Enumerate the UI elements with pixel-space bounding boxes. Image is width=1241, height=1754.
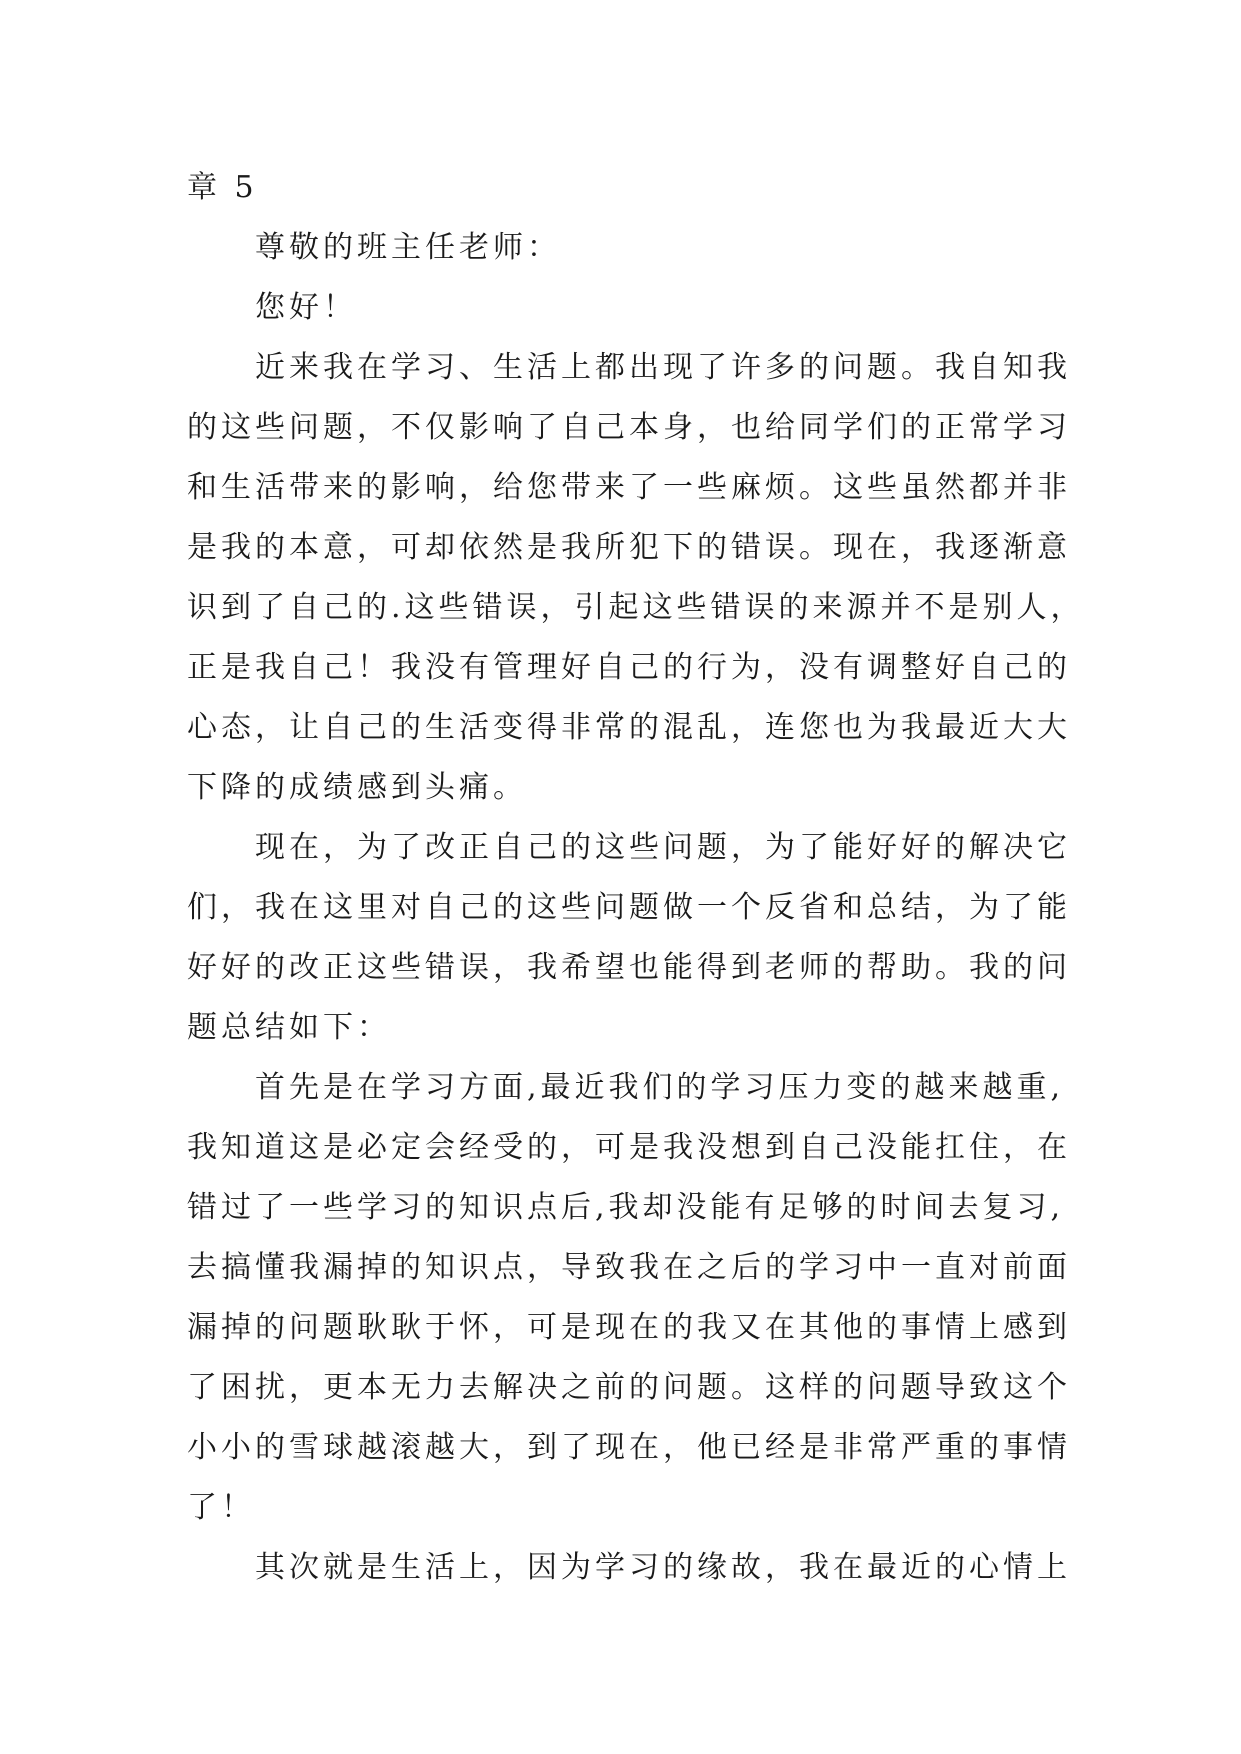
salutation: 尊敬的班主任老师： bbox=[255, 230, 561, 265]
text-line: 小小的雪球越滚越大，到了现在，他已经是非常严重的事情 bbox=[187, 1430, 1071, 1465]
text-line: 正是我自己！我没有管理好自己的行为，没有调整好自己的 bbox=[187, 650, 1071, 685]
text-line: 近来我在学习、生活上都出现了许多的问题。我自知我 bbox=[255, 350, 1071, 385]
text-line: 们，我在这里对自己的这些问题做一个反省和总结，为了能 bbox=[187, 890, 1071, 925]
text-line: 现在，为了改正自己的这些问题，为了能好好的解决它 bbox=[255, 830, 1071, 865]
text-line: 题总结如下： bbox=[187, 1010, 391, 1045]
text-line: 下降的成绩感到头痛。 bbox=[187, 770, 527, 805]
text-line: 是我的本意，可却依然是我所犯下的错误。现在，我逐渐意 bbox=[187, 530, 1071, 565]
text-line: 和生活带来的影响，给您带来了一些麻烦。这些虽然都并非 bbox=[187, 470, 1071, 505]
text-line: 心态，让自己的生活变得非常的混乱，连您也为我最近大大 bbox=[187, 710, 1071, 745]
letter-body bbox=[187, 158, 1085, 1598]
text-line: 的这些问题，不仅影响了自己本身，也给同学们的正常学习 bbox=[187, 410, 1071, 445]
text-line: 去搞懂我漏掉的知识点，导致我在之后的学习中一直对前面 bbox=[187, 1250, 1071, 1285]
text-line: 识到了自己的.这些错误，引起这些错误的来源并不是别人， bbox=[187, 590, 1085, 625]
text-line: 了困扰，更本无力去解决之前的问题。这样的问题导致这个 bbox=[187, 1370, 1071, 1405]
text-line: 我知道这是必定会经受的，可是我没想到自己没能扛住，在 bbox=[187, 1130, 1071, 1165]
text-line: 了！ bbox=[187, 1490, 255, 1525]
text-line: 其次就是生活上，因为学习的缘故，我在最近的心情上 bbox=[255, 1550, 1071, 1585]
text-line: 漏掉的问题耿耿于怀，可是现在的我又在其他的事情上感到 bbox=[187, 1310, 1071, 1345]
text-line: 错过了一些学习的知识点后,我却没能有足够的时间去复习, bbox=[187, 1190, 1065, 1225]
chapter-heading: 章 5 bbox=[187, 170, 258, 205]
greeting: 您好！ bbox=[255, 290, 357, 325]
text-line: 首先是在学习方面,最近我们的学习压力变的越来越重, bbox=[255, 1070, 1065, 1105]
text-line: 好好的改正这些错误，我希望也能得到老师的帮助。我的问 bbox=[187, 950, 1071, 985]
